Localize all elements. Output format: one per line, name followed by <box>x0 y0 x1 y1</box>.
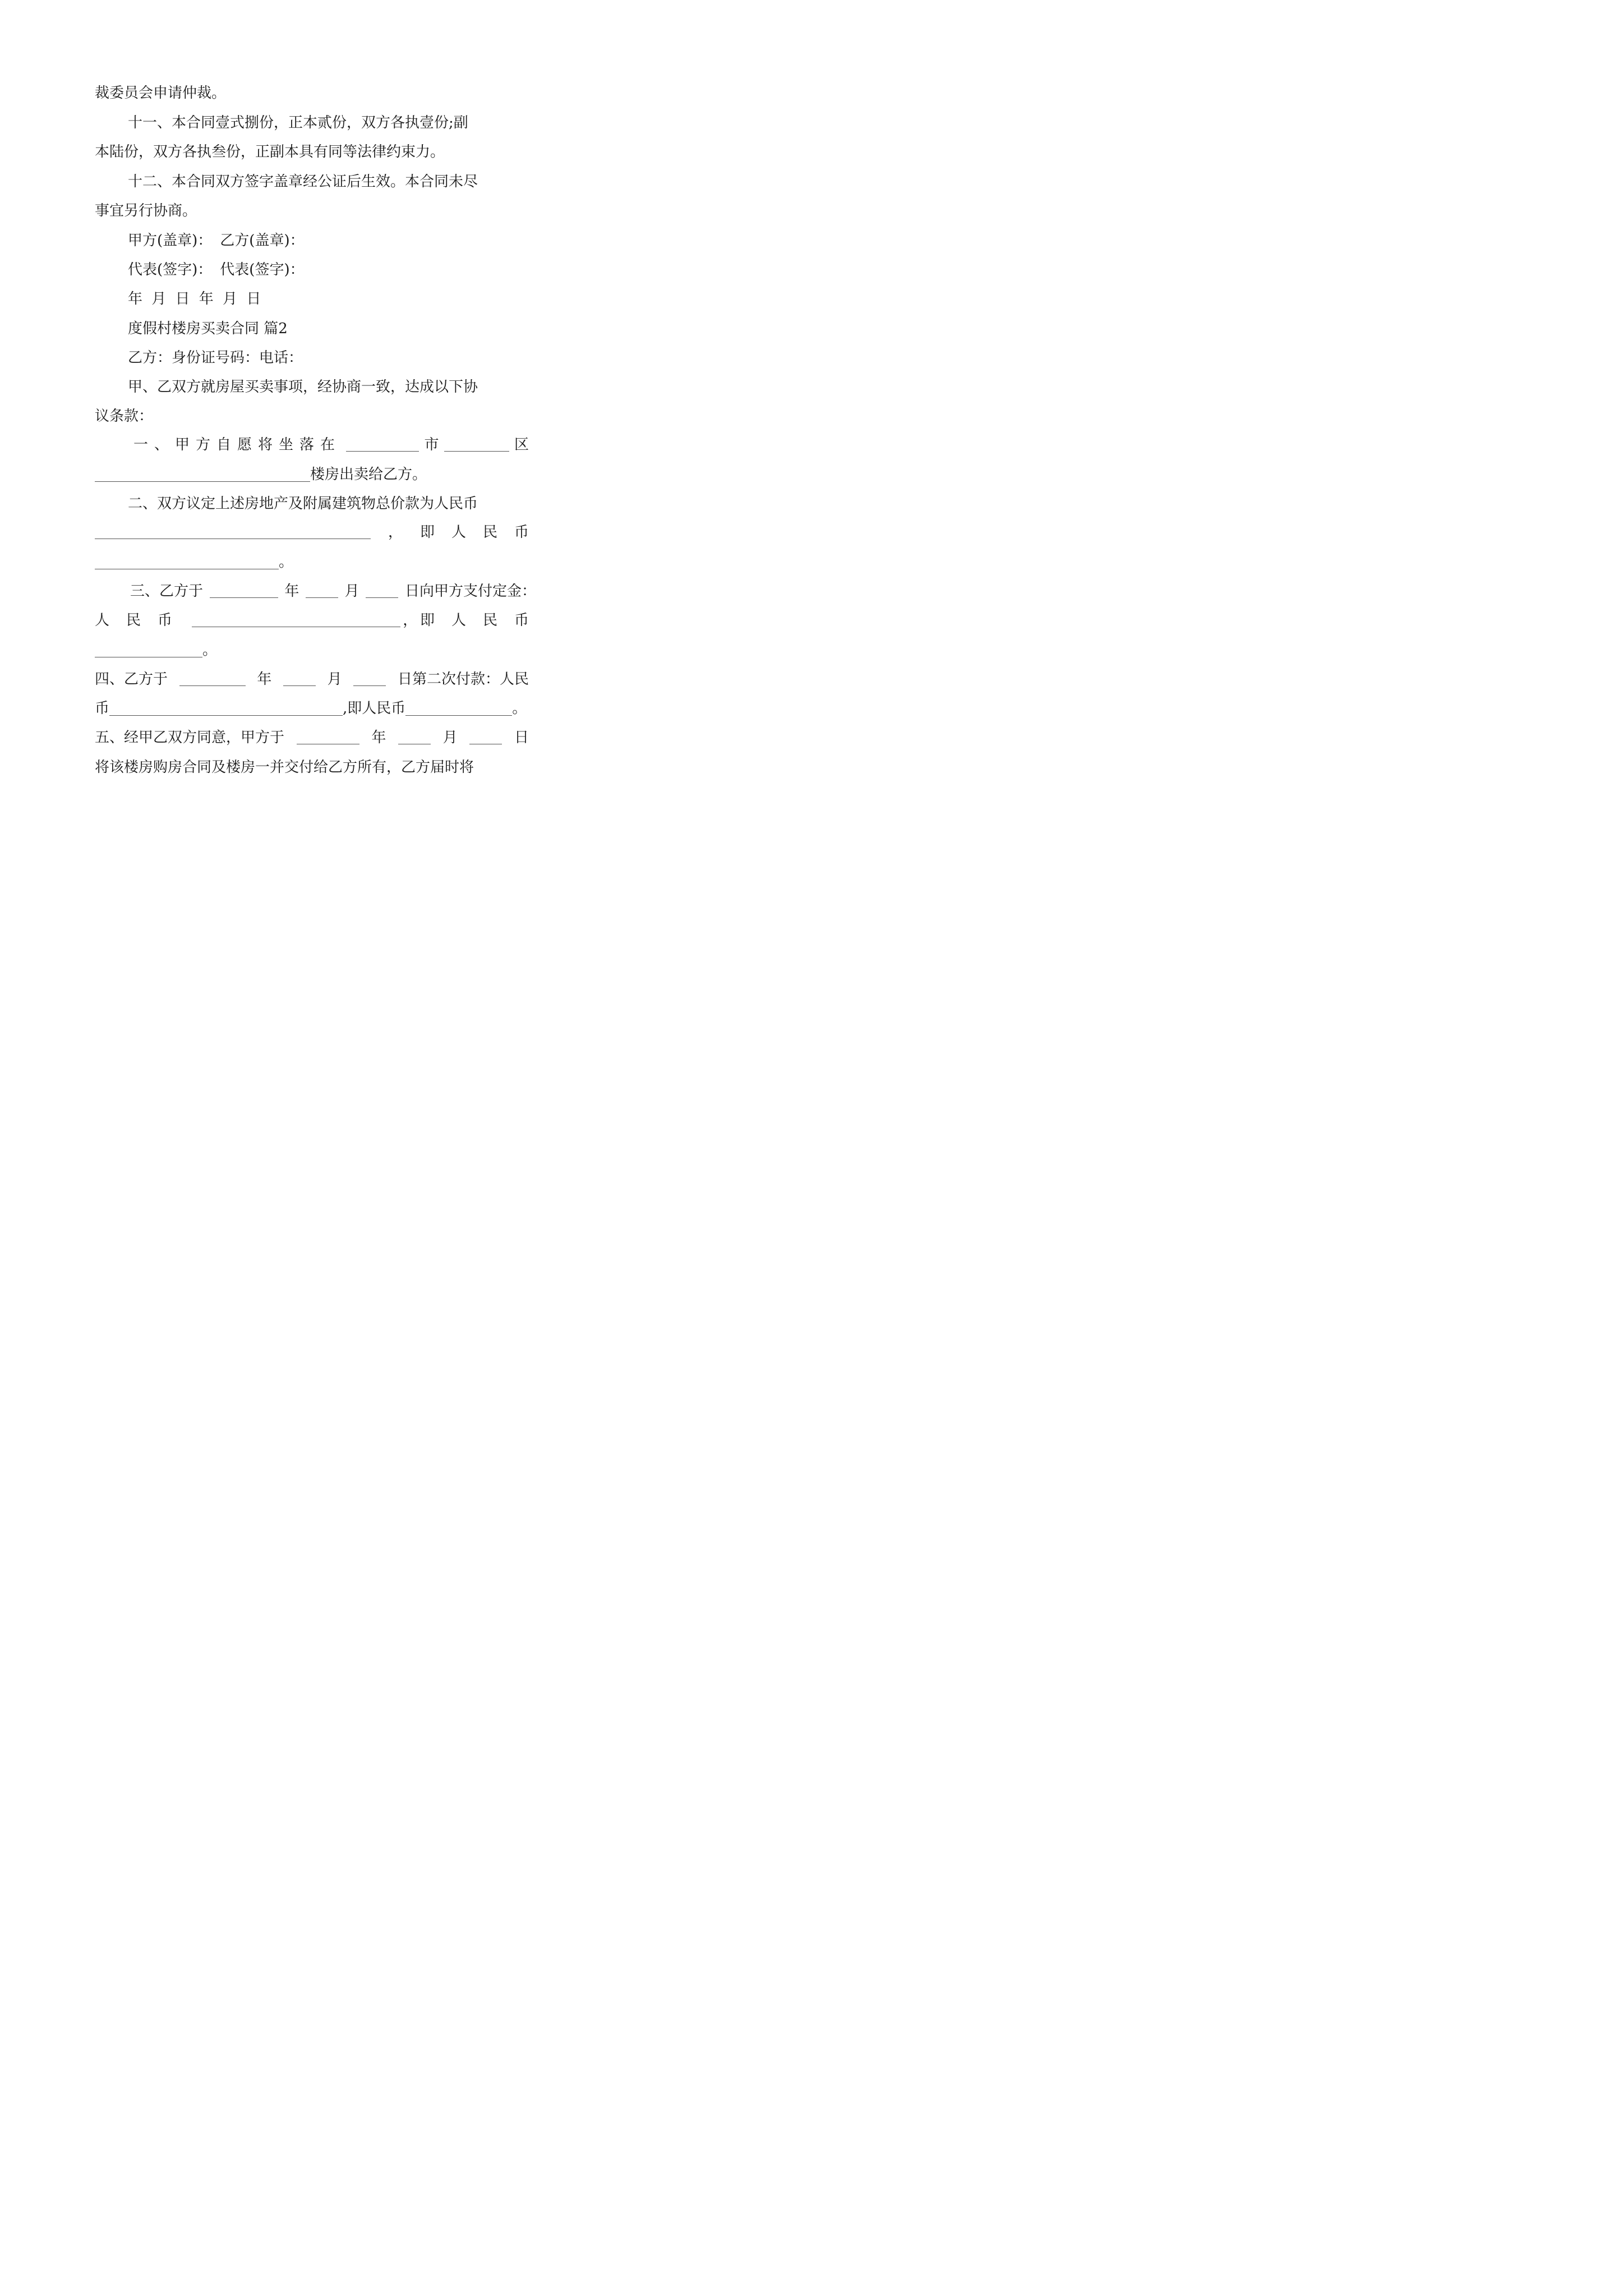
party-b-info-line: 乙方：身份证号码：电话： <box>128 349 303 366</box>
rmb-label: 即人民币 <box>419 612 546 629</box>
deposit-amount-blank <box>192 614 400 627</box>
deposit-day-blank <box>366 585 398 598</box>
clause-four-line-1 <box>95 668 529 691</box>
deposit-year-blank <box>210 585 278 598</box>
total-price-words-blank <box>95 556 279 569</box>
clause-three-line-3 <box>95 639 529 661</box>
clause-eleven-line-2: 本陆份，双方各执叁份，正副本具有同等法律约束力。 <box>95 144 445 160</box>
clause-five-line-2: 将该楼房购房合同及楼房一并交付给乙方所有，乙方届时将 <box>95 759 474 776</box>
seal-line <box>128 229 529 252</box>
agreement-intro-line-1: 甲、乙双方就房屋买卖事项，经协商一致，达成以下协 <box>128 379 478 395</box>
clause-one-line-1 <box>133 434 529 456</box>
delivery-day-blank <box>469 731 502 744</box>
party-b-seal-label: 乙方(盖章)： <box>220 232 305 249</box>
period: 。 <box>512 700 527 717</box>
comma: ， <box>388 524 403 541</box>
second-payment-month-blank <box>283 673 316 686</box>
clause-five-line-1 <box>95 726 529 749</box>
month-label: 月 <box>344 583 359 600</box>
agreement-intro-line-2: 议条款： <box>95 408 154 425</box>
clause-two-line-2 <box>95 521 546 544</box>
total-price-blank <box>95 526 371 539</box>
document-page <box>0 0 617 873</box>
rmb-label: 人民币 <box>95 612 190 629</box>
delivery-month-blank <box>398 731 431 744</box>
month-label: 月 <box>327 671 342 688</box>
year-label: 年 <box>284 583 299 600</box>
city-label: 市 <box>424 436 439 453</box>
month-label: 月 <box>442 729 458 746</box>
clause-twelve-line-2: 事宜另行协商。 <box>95 203 197 219</box>
clause-twelve-line-1: 十二、本合同双方签字盖章经公证后生效。本合同未尽 <box>128 173 478 190</box>
second-payment-words-blank <box>405 702 512 716</box>
clause-two-line-3 <box>95 551 529 573</box>
clause-one-line-2 <box>95 463 529 486</box>
clause-three-tail: 日向甲方支付定金： <box>404 583 536 600</box>
second-payment-year-blank <box>179 673 246 686</box>
clause-five-text: 五、经甲乙双方同意，甲方于 <box>95 729 285 746</box>
second-payment-amount-blank <box>109 702 343 716</box>
clause-four-tail: 日第二次付款：人民 <box>397 671 529 688</box>
rmb-label: ,即人民币 <box>343 700 406 717</box>
currency-label: 币 <box>95 700 110 717</box>
clause-one-tail: 楼房出卖给乙方。 <box>310 466 427 483</box>
party-b-sign-label: 代表(签字)： <box>220 261 305 278</box>
section-heading: 度假村楼房买卖合同 篇2 <box>128 320 288 337</box>
deposit-month-blank <box>306 585 338 598</box>
party-a-sign-label: 代表(签字)： <box>128 261 213 278</box>
year-label: 年 <box>257 671 272 688</box>
second-payment-day-blank <box>353 673 386 686</box>
clause-two-line-1: 二、双方议定上述房地产及附属建筑物总价款为人民币 <box>128 495 478 512</box>
paragraph-line: 裁委员会申请仲裁。 <box>95 85 227 102</box>
rmb-label: 即人民币 <box>419 524 546 541</box>
year-label: 年 <box>371 729 386 746</box>
period: 。 <box>202 642 218 659</box>
party-a-seal-label: 甲方(盖章)： <box>128 232 213 249</box>
date-line: 年 月 日 年 月 日 <box>128 291 261 307</box>
district-blank <box>444 438 509 452</box>
city-blank <box>346 438 419 452</box>
delivery-year-blank <box>297 731 359 744</box>
comma: ， <box>403 612 418 629</box>
location-blank <box>95 468 310 482</box>
clause-three-line-1 <box>130 580 536 602</box>
clause-one-text: 一、甲方自愿将坐落在 <box>133 436 342 453</box>
clause-four-text: 四、乙方于 <box>95 671 168 688</box>
clause-eleven-line-1: 十一、本合同壹式捌份，正本贰份，双方各执壹份;副 <box>128 114 468 131</box>
deposit-words-blank <box>95 644 202 657</box>
clause-four-line-2 <box>95 697 538 720</box>
signature-line <box>128 259 529 281</box>
day-label: 日 <box>514 729 529 746</box>
district-label: 区 <box>514 436 529 453</box>
clause-three-line-2 <box>95 609 546 632</box>
period: 。 <box>279 554 294 570</box>
clause-three-text: 三、乙方于 <box>130 583 204 600</box>
